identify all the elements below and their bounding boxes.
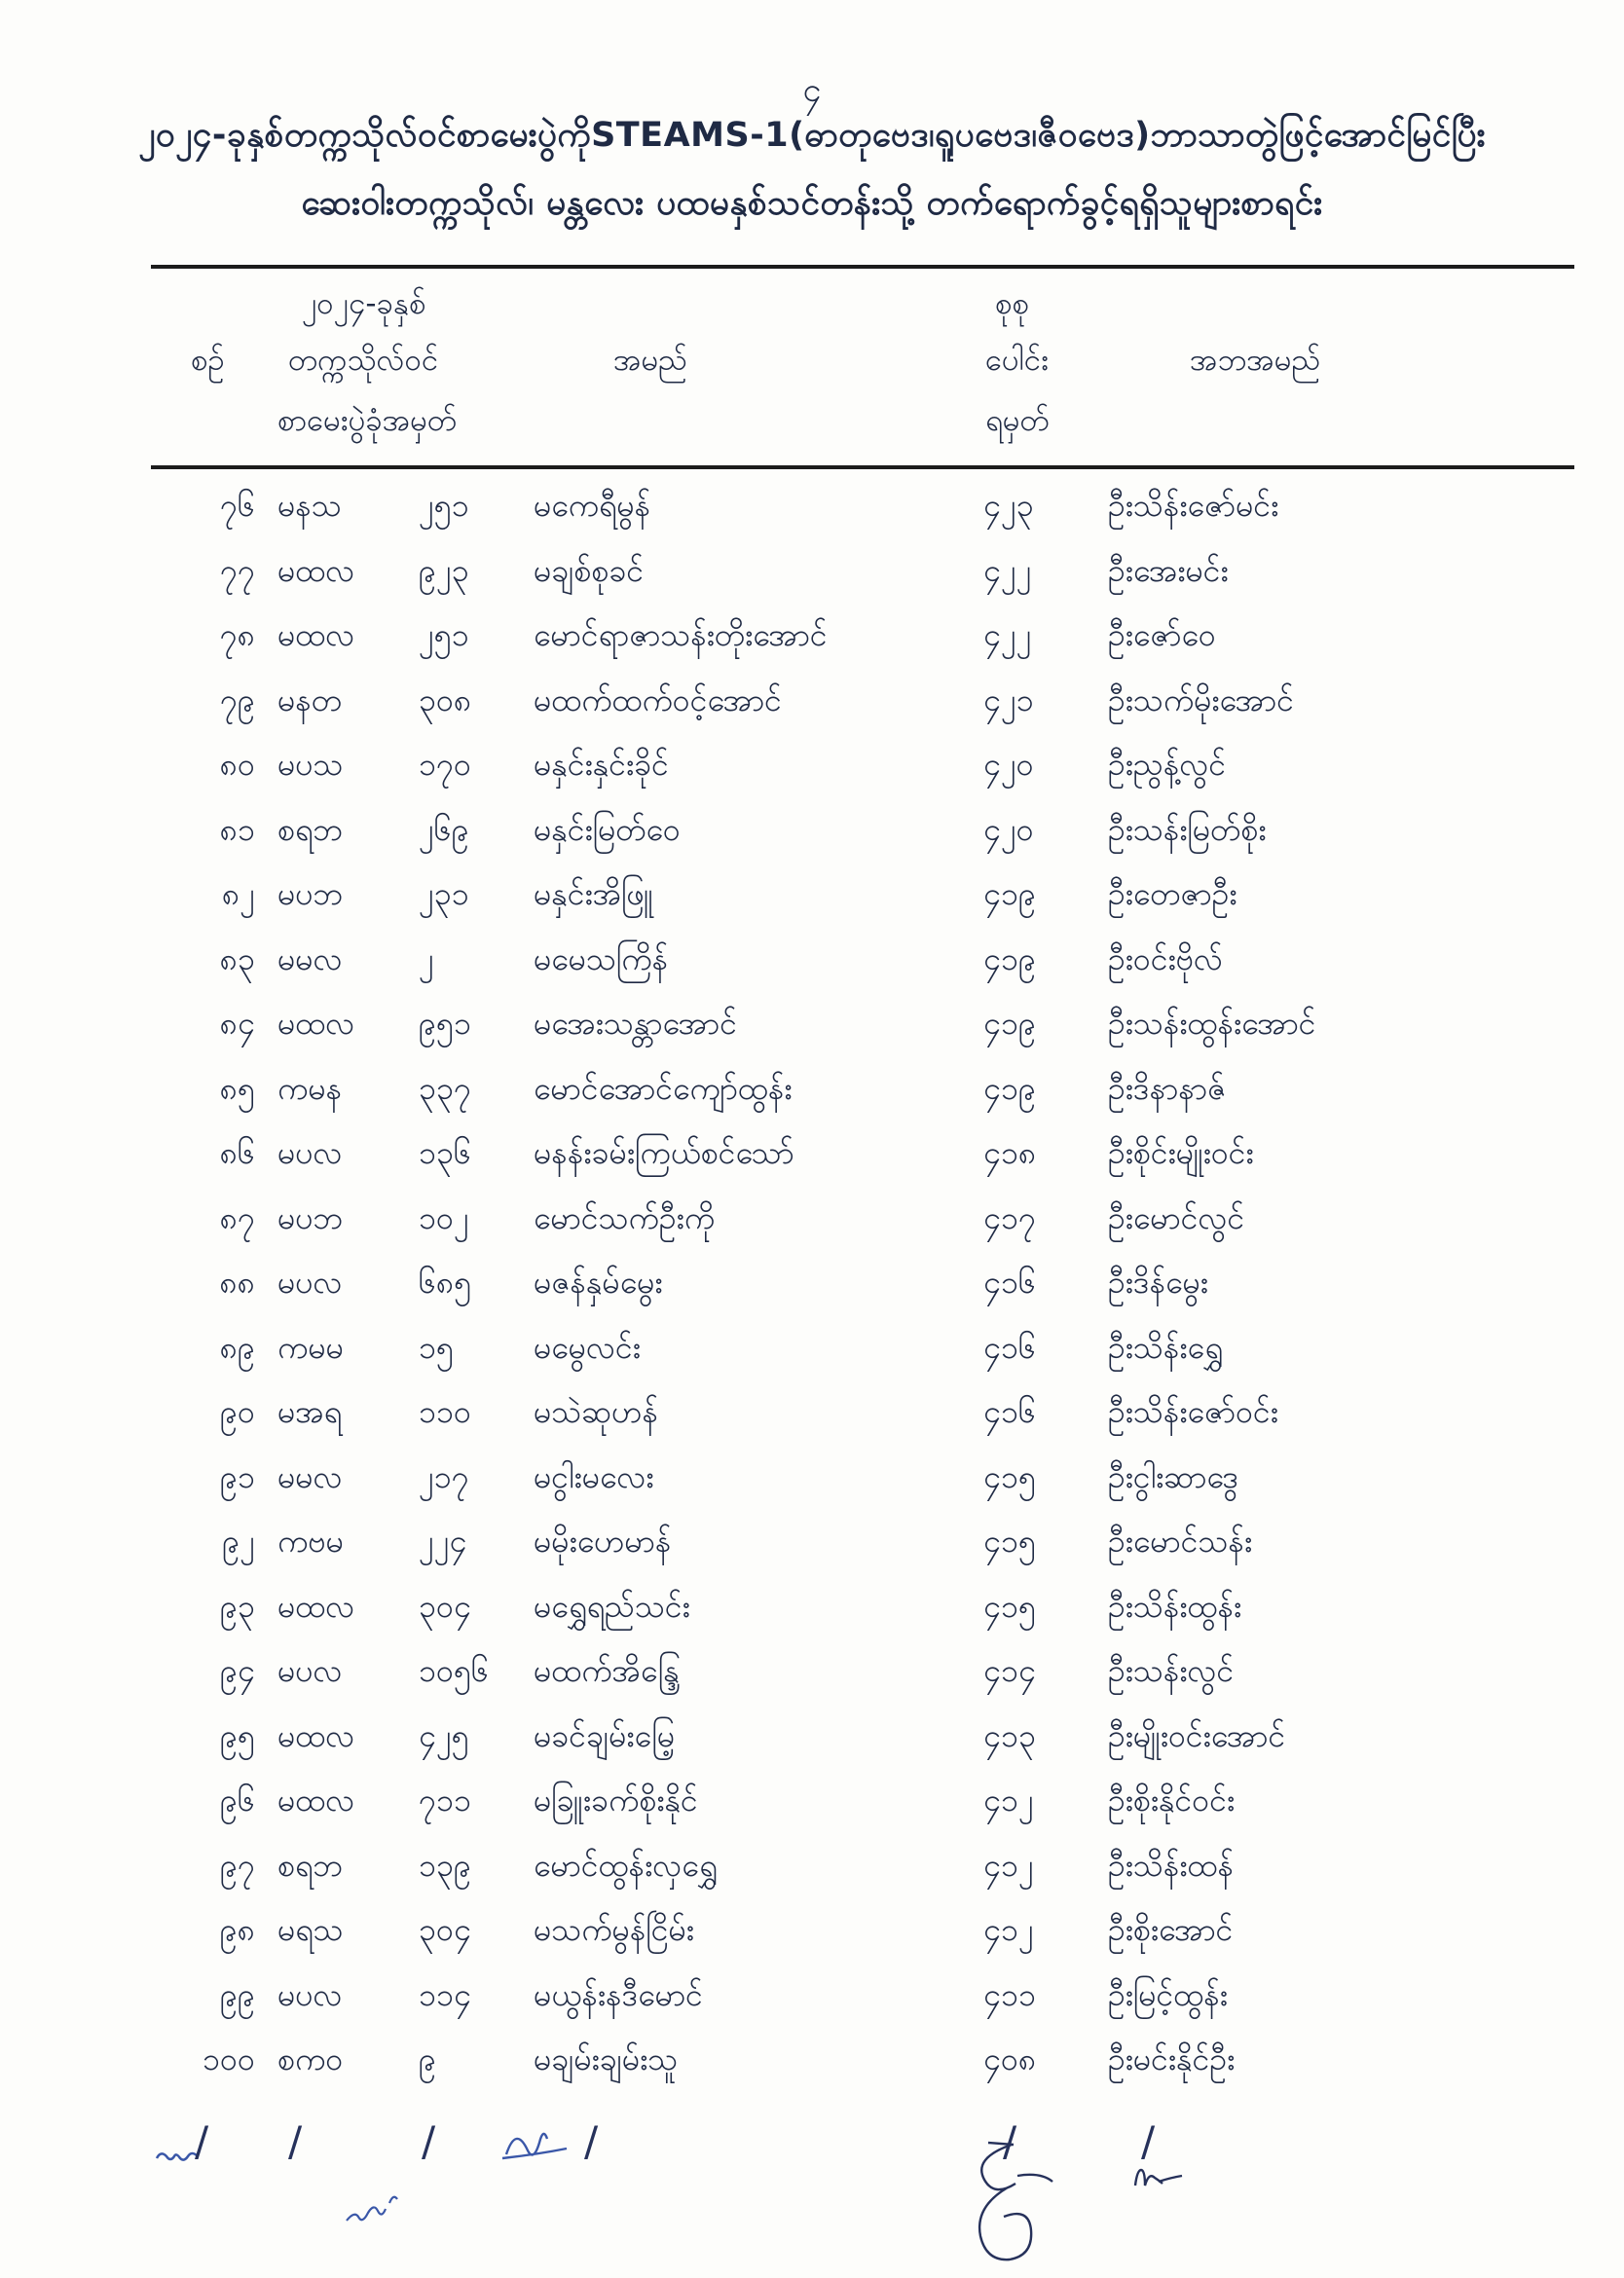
row-number: ၈၉	[219, 1328, 255, 1366]
row-number: ၇၇	[220, 551, 255, 589]
father-name: ဦးမောင်သန်း	[1108, 1523, 1253, 1560]
table-row	[0, 1186, 1624, 1251]
table-row	[0, 1574, 1624, 1639]
row-number: ၁၀၀	[203, 2040, 255, 2077]
roll-prefix: မမလ	[277, 939, 343, 977]
header-father: အဘအမည်	[1190, 343, 1321, 378]
table-row	[0, 1121, 1624, 1186]
student-name: မောင်ထွန်းလှရွှေ	[534, 1846, 718, 1884]
father-name: ဦးသိန်းဇော်မင်း	[1108, 487, 1279, 524]
total-score: ၄၁၆	[983, 1393, 1036, 1430]
table-row	[0, 1833, 1624, 1898]
row-number: ၉၁	[220, 1457, 255, 1495]
row-number: ၈၆	[219, 1134, 255, 1171]
header-name: အမည်	[613, 343, 688, 378]
table-row	[0, 538, 1624, 604]
roll-number: ၁၁၄	[419, 1975, 471, 2013]
row-number: ၈၁	[219, 810, 255, 848]
roll-number: ၁၅	[419, 1328, 454, 1366]
initials-wei-icon	[341, 2164, 409, 2232]
table-row	[0, 1768, 1624, 1833]
student-name: မဇန်နှမ်မွေး	[534, 1264, 663, 1301]
total-score: ၄၂၂	[983, 551, 1032, 589]
initial-n-icon	[1129, 2156, 1188, 2195]
student-name: မကေရီမွန်	[534, 487, 651, 524]
roll-prefix: မပသ	[277, 746, 344, 783]
results-table	[0, 473, 1624, 2092]
table-row	[0, 862, 1624, 927]
total-score: ၄၂၃	[983, 487, 1034, 524]
total-score: ၄၁၉	[983, 939, 1036, 977]
row-number: ၉၂	[222, 1523, 255, 1560]
roll-number: ၂၅၁	[419, 487, 469, 524]
roll-prefix: မထလ	[277, 1005, 355, 1042]
slash-mark-1: /	[195, 2117, 209, 2165]
table-row	[0, 2027, 1624, 2092]
roll-number: ၂၂၄	[419, 1523, 467, 1560]
student-name: မသဲဆုဟန်	[534, 1393, 659, 1430]
roll-prefix: မပလ	[277, 1975, 343, 2013]
student-name: မယွန်းနဒီမောင်	[534, 1975, 703, 2013]
total-score: ၄၁၉	[983, 1069, 1036, 1107]
table-row	[0, 927, 1624, 992]
total-score: ၄၂၀	[983, 810, 1034, 848]
table-row	[0, 1638, 1624, 1704]
roll-prefix: ကမန	[277, 1069, 343, 1107]
row-number: ၉၆	[220, 1782, 255, 1819]
row-number: ၉၀	[220, 1393, 255, 1430]
table-row	[0, 1509, 1624, 1574]
roll-prefix: စရဘ	[277, 1846, 344, 1884]
student-name: မသက်မွန်ငြိမ်း	[534, 1911, 694, 1948]
roll-number: ၂၆၉	[419, 810, 469, 848]
roll-number: ၄၂၅	[419, 1716, 469, 1754]
roll-number: ၁၃၉	[419, 1846, 471, 1884]
total-score: ၄၁၆	[983, 1328, 1036, 1366]
student-name: မထက်အိန္ဒြေ	[534, 1652, 680, 1689]
student-name: မရွှေရည်သင်း	[534, 1587, 690, 1625]
total-score: ၄၁၇	[983, 1198, 1036, 1236]
header-roll-line-2: တက္ကသိုလ်ဝင်	[288, 343, 439, 378]
father-name: ဦးသိန်းထွန်း	[1108, 1587, 1242, 1625]
roll-number: ၃၀၄	[419, 1587, 471, 1625]
roll-prefix: မပဘ	[277, 875, 344, 912]
roll-prefix: စရဘ	[277, 810, 344, 848]
student-name: မနှင်းနှင်းခိုင်	[534, 746, 669, 783]
roll-number: ၁၁၀	[419, 1393, 471, 1430]
student-name: မနှင်းအိဖြူ	[534, 875, 653, 912]
row-number: ၇၆	[220, 487, 255, 524]
document-title-line-2: ဆေးဝါးတက္ကသိုလ်၊ မန္တလေး ပထမနှစ်သင်တန်းသို့ တက်ရောက်ခွင့်ရရှိသူများစာရင်း	[301, 184, 1323, 223]
row-number: ၇၉	[220, 680, 255, 718]
student-name: မမွေလင်း	[534, 1328, 641, 1366]
roll-prefix: မထလ	[277, 1716, 355, 1754]
header-roll-line-3: စာမေးပွဲခုံအမှတ်	[277, 403, 458, 438]
roll-number: ၉	[419, 2040, 436, 2077]
row-number: ၈၇	[219, 1198, 255, 1236]
roll-prefix: ကမမ	[277, 1328, 344, 1366]
table-row	[0, 603, 1624, 668]
total-score: ၄၁၆	[983, 1264, 1036, 1301]
roll-prefix: မပလ	[277, 1652, 343, 1689]
header-no: စဉ်	[191, 343, 225, 378]
roll-prefix: မရသ	[277, 1911, 344, 1948]
slash-mark-4: /	[584, 2117, 599, 2165]
row-number: ၇၈	[219, 616, 255, 653]
student-name: မခင်ချမ်းမြေ့	[534, 1716, 676, 1754]
father-name: ဦးသက်မိုးအောင်	[1108, 680, 1294, 718]
row-number: ၉၇	[220, 1846, 255, 1884]
table-row	[0, 668, 1624, 733]
total-score: ၄၁၅	[983, 1523, 1036, 1560]
roll-prefix: မနတ	[277, 680, 342, 718]
student-name: မချမ်းချမ်းသူ	[534, 2040, 679, 2077]
roll-number: ၂၅၁	[419, 616, 469, 653]
row-number: ၈၂	[222, 875, 255, 912]
father-name: ဦးဒိနာနာဇ်	[1108, 1069, 1227, 1107]
total-score: ၄၁၂	[983, 1782, 1034, 1819]
roll-number: ၂	[419, 939, 434, 977]
total-score: ၄၁၉	[983, 875, 1036, 912]
roll-number: ၂၃၁	[419, 875, 469, 912]
table-row	[0, 797, 1624, 863]
row-number: ၉၉	[220, 1975, 255, 2013]
total-score: ၄၁၅	[983, 1587, 1036, 1625]
father-name: ဦးသိန်းထန်	[1108, 1846, 1234, 1884]
roll-prefix: ကဗမ	[277, 1523, 344, 1560]
father-name: ဦးအေးမင်း	[1108, 551, 1229, 589]
roll-number: ၃၀၈	[419, 680, 472, 718]
total-score: ၄၁၈	[983, 1134, 1037, 1171]
father-name: ဦးစိုင်းမျိုးဝင်း	[1108, 1134, 1254, 1171]
roll-number: ၁၀၅၆	[419, 1652, 489, 1689]
table-row	[0, 473, 1624, 538]
roll-number: ၁၀၂	[419, 1198, 469, 1236]
page-number: ၄	[802, 71, 822, 110]
total-score: ၄၁၉	[983, 1005, 1036, 1042]
row-number: ၈၄	[219, 1005, 255, 1042]
roll-number: ၁၇၀	[419, 746, 471, 783]
roll-prefix: မပလ	[277, 1264, 343, 1301]
father-name: ဦးစိုးအောင်	[1108, 1911, 1234, 1948]
initials-scribble-icon	[497, 2110, 574, 2168]
father-name: ဦးဝင်းဗိုလ်	[1108, 939, 1223, 977]
total-score: ၄၁၂	[983, 1846, 1034, 1884]
total-score: ၄၁၄	[983, 1652, 1036, 1689]
roll-prefix: မထလ	[277, 551, 355, 589]
table-row	[0, 1379, 1624, 1445]
roll-prefix: မပဘ	[277, 1198, 344, 1236]
table-top-rule	[151, 265, 1574, 269]
father-name: ဦးဒိန်မွေး	[1108, 1264, 1208, 1301]
row-number: ၈၈	[219, 1264, 255, 1301]
total-score: ၄၁၅	[983, 1457, 1036, 1495]
header-score-line-2: ပေါင်း	[985, 343, 1049, 378]
total-score: ၄၁၁	[983, 1975, 1036, 2013]
roll-number: ၉၅၁	[419, 1005, 471, 1042]
father-name: ဦးသန်းမြတ်စိုး	[1108, 810, 1267, 848]
student-name: မအေးသန္တာအောင်	[534, 1005, 737, 1042]
student-name: မောင်အောင်ကျော်ထွန်း	[534, 1069, 793, 1107]
father-name: ဦးဇော်ဝေ	[1108, 616, 1216, 653]
slash-mark-3: /	[422, 2117, 436, 2165]
table-row	[0, 732, 1624, 797]
student-name: မထက်ထက်ဝင့်အောင်	[534, 680, 782, 718]
student-name: မမေသကြိန်	[534, 939, 669, 977]
table-row	[0, 1056, 1624, 1121]
row-number: ၉၃	[220, 1587, 255, 1625]
father-name: ဦးမြင့်ထွန်း	[1108, 1975, 1228, 2013]
slash-mark-6: /	[1141, 2117, 1156, 2165]
roll-number: ၃၀၄	[419, 1911, 471, 1948]
table-row	[0, 1897, 1624, 1963]
father-name: ဦးမောင်လွင်	[1108, 1198, 1245, 1236]
row-number: ၉၄	[220, 1652, 255, 1689]
father-name: ဦးသိန်းရွှေ	[1108, 1328, 1223, 1366]
table-row	[0, 1704, 1624, 1769]
father-name: ဦးတေဇာဦး	[1108, 875, 1237, 912]
document-title-line-1: ၂၀၂၄-ခုနှစ်တက္ကသိုလ်ဝင်စာမေးပွဲကိုSTEAMS-1(ဓာတုဗေဒ၊ရူပဗေဒ၊ဇီဝဗေဒ)ဘာသာတွဲဖြင့်အောင်မြင်ပြီး	[138, 116, 1486, 155]
roll-prefix: စကဝ	[277, 2040, 344, 2077]
roll-number: ၁၃၆	[419, 1134, 471, 1171]
father-name: ဦးမင်းနိုင်ဦး	[1108, 2040, 1236, 2077]
student-name: မငွါးမလေး	[534, 1457, 654, 1495]
total-score: ၄၂၂	[983, 616, 1032, 653]
roll-prefix: မထလ	[277, 616, 355, 653]
roll-number: ၃၃၇	[419, 1069, 471, 1107]
table-row	[0, 1250, 1624, 1315]
father-name: ဦးသန်းလွင်	[1108, 1652, 1235, 1689]
row-number: ၉၅	[220, 1716, 255, 1754]
roll-prefix: မမလ	[277, 1457, 343, 1495]
row-number: ၈၃	[219, 939, 255, 977]
roll-prefix: မထလ	[277, 1587, 355, 1625]
student-name: မောင်သက်ဦးကို	[534, 1198, 715, 1236]
row-number: ၉၈	[219, 1911, 255, 1948]
father-name: ဦးညွန့်လွင်	[1108, 746, 1227, 783]
table-row	[0, 991, 1624, 1056]
student-name: မမိုးဟေမာန်	[534, 1523, 672, 1560]
total-score: ၄၂၁	[983, 680, 1034, 718]
student-name: မောင်ရာဇာသန်းတိုးအောင်	[534, 616, 828, 653]
roll-prefix: မပလ	[277, 1134, 343, 1171]
total-score: ၄၁၃	[983, 1716, 1036, 1754]
father-name: ဦးသိန်းဇော်ဝင်း	[1108, 1393, 1278, 1430]
total-score: ၄၂၀	[983, 746, 1034, 783]
student-name: မနှင်းမြတ်ဝေ	[534, 810, 681, 848]
table-row	[0, 1445, 1624, 1510]
header-score-line-3: ရမှတ်	[985, 403, 1050, 438]
header-score-line-1: စုစု	[995, 286, 1029, 321]
roll-prefix: မနသ	[277, 487, 342, 524]
table-header-rule	[151, 465, 1574, 469]
slash-mark-5: /	[1003, 2117, 1017, 2165]
roll-number: ၂၁၇	[419, 1457, 469, 1495]
row-number: ၈၅	[219, 1069, 255, 1107]
total-score: ၄၀၈	[983, 2040, 1037, 2077]
total-score: ၄၁၂	[983, 1911, 1034, 1948]
student-name: မချစ်စုခင်	[534, 551, 645, 589]
footer-marks	[0, 2117, 1624, 2273]
student-name: မခြူးခက်စိုးနိုင်	[534, 1782, 698, 1819]
slash-mark-2: /	[288, 2117, 303, 2165]
row-number: ၈၀	[219, 746, 255, 783]
roll-prefix: မထလ	[277, 1782, 355, 1819]
roll-prefix: မအရ	[277, 1393, 343, 1430]
table-row	[0, 1315, 1624, 1380]
father-name: ဦးစိုးနိုင်ဝင်း	[1108, 1782, 1236, 1819]
header-roll-line-1: ၂၀၂၄-ခုနှစ်	[302, 286, 426, 321]
father-name: ဦးမျိုးဝင်းအောင်	[1108, 1716, 1286, 1754]
roll-number: ၇၁၁	[419, 1782, 471, 1819]
student-name: မနန်းခမ်းကြယ်စင်သော်	[534, 1134, 794, 1171]
father-name: ဦးငွါးဆာဒွေ	[1108, 1457, 1239, 1495]
father-name: ဦးသန်းထွန်းအောင်	[1108, 1005, 1316, 1042]
roll-number: ၆၈၅	[419, 1264, 472, 1301]
roll-number: ၉၂၃	[419, 551, 469, 589]
table-row	[0, 1963, 1624, 2028]
